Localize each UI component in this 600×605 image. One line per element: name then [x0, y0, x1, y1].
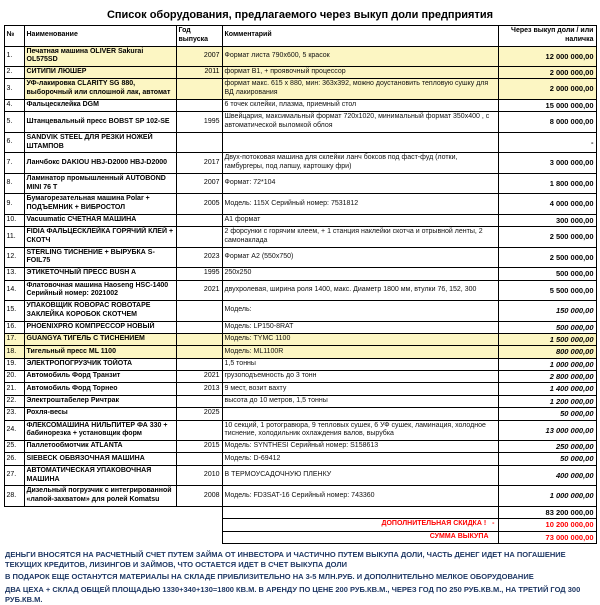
cell-price: 300 000,00	[498, 214, 596, 226]
cell-price: -	[498, 132, 596, 153]
table-row	[4, 453, 596, 465]
cell-comment: Модель: D-69412	[222, 453, 498, 465]
table-row	[4, 247, 596, 268]
cell-year	[176, 99, 222, 111]
cell-name: Ламинатор промышленный AUTOBOND MINI 76 Т	[24, 173, 176, 194]
cell-comment: формат В1, + проявочный процессор	[222, 67, 498, 79]
cell-comment: грузоподъемность до 3 тонн	[222, 371, 498, 383]
cell-num: 18.	[4, 346, 24, 358]
table-row	[4, 346, 596, 358]
cell-comment: Швейцария, максимальный формат 720х1020, минимальный формат 350х400 , с автоматической выломкой облоя	[222, 112, 498, 133]
totals-label	[222, 519, 498, 531]
cell-price: 4 000 000,00	[498, 194, 596, 215]
cell-year: 2023	[176, 247, 222, 268]
table-row	[4, 112, 596, 133]
header-year: Год выпуска	[176, 26, 222, 47]
cell-price: 50 000,00	[498, 453, 596, 465]
table-row	[4, 301, 596, 322]
footer-paragraph: ДЕНЬГИ ВНОСЯТСЯ НА РАСЧЕТНЫЙ СЧЕТ ПУТЕМ ЗАЙМА ОТ ИНВЕСТОРА И ЧАСТИЧНО ПУТЕМ ВЫКУПА ДОЛИ, ЧАСТЬ ДЕНЕГ ИДЕТ НА ПОГАШЕНИЕ ТЕКУЩИХ КРЕДИТОВ, ЛИЗИНГОВ И ЗАЙМОВ, ЧТО ОСТАЕТСЯ ИДЕТ В СЧЕТ ВЫКУПА ДОЛИ	[5, 549, 566, 569]
table-row	[4, 132, 596, 153]
header-comment: Комментарий	[222, 26, 498, 47]
cell-comment: Модель: LP150-8RAT	[222, 321, 498, 333]
footer-notes	[5, 550, 595, 605]
cell-name: Тигельный пресс ML 1100	[24, 346, 176, 358]
cell-year: 1995	[176, 268, 222, 280]
table-row	[4, 321, 596, 333]
cell-year: 2007	[176, 173, 222, 194]
cell-name: ФЛЕКСОМАШИНА НИЛЬПИТЕР ФА 330 + бабинорезка + установщик форм	[24, 420, 176, 441]
table-row	[4, 465, 596, 486]
cell-comment: 1,5 тонны	[222, 358, 498, 370]
table-row	[4, 441, 596, 453]
cell-year	[176, 346, 222, 358]
cell-price: 1 200 000,00	[498, 395, 596, 407]
cell-comment: 6 точек склейки, плазма, приемный стол	[222, 99, 498, 111]
cell-price: 1 500 000,00	[498, 333, 596, 345]
footer-paragraph: В ПОДАРОК ЕЩЕ ОСТАНУТСЯ МАТЕРИАЛЫ НА СКЛАДЕ ПРИБЛИЗИТЕЛЬНО НА 3-5 МЛН.РУБ. И ДОПОЛНИТЕЛЬНО МЕЛКОЕ ОБОРУДОВАНИЕ	[5, 572, 534, 582]
table-row	[4, 153, 596, 174]
cell-name: СИТИПИ ЛЮШЕР	[24, 67, 176, 79]
table-row	[4, 383, 596, 395]
table-row	[4, 46, 596, 67]
cell-price: 400 000,00	[498, 465, 596, 486]
cell-year	[176, 358, 222, 370]
table-row	[4, 333, 596, 345]
cell-year: 2007	[176, 46, 222, 67]
cell-price: 2 500 000,00	[498, 227, 596, 248]
cell-price: 13 000 000,00	[498, 420, 596, 441]
cell-num: 26.	[4, 453, 24, 465]
cell-name: Штанцевальный пресс BOBST SP 102-SE	[24, 112, 176, 133]
cell-price: 5 500 000,00	[498, 280, 596, 301]
cell-comment: Модель: ML1100R	[222, 346, 498, 358]
totals-dash: -	[492, 520, 495, 528]
cell-price: 1 000 000,00	[498, 486, 596, 507]
cell-num: 6.	[4, 132, 24, 153]
cell-num: 8.	[4, 173, 24, 194]
header-num: №	[4, 26, 24, 47]
cell-price: 500 000,00	[498, 268, 596, 280]
totals-row	[4, 531, 596, 543]
cell-price: 2 000 000,00	[498, 79, 596, 100]
cell-price: 1 000 000,00	[498, 358, 596, 370]
table-row	[4, 214, 596, 226]
cell-name: Автомобиль Форд Транзит	[24, 371, 176, 383]
cell-price: 2 500 000,00	[498, 247, 596, 268]
table-row	[4, 79, 596, 100]
cell-year	[176, 214, 222, 226]
table-header-row	[4, 26, 596, 47]
table-row	[4, 486, 596, 507]
cell-comment	[222, 408, 498, 420]
cell-name: GUANGYA ТИГЕЛЬ С ТИСНЕНИЕМ	[24, 333, 176, 345]
table-row	[4, 67, 596, 79]
cell-price: 800 000,00	[498, 346, 596, 358]
table-row	[4, 420, 596, 441]
totals-label	[222, 506, 498, 518]
cell-name: Дизельный погрузчик с интегрированной «лапой-захватом» для ролей Komatsu	[24, 486, 176, 507]
cell-num: 1.	[4, 46, 24, 67]
cell-price: 15 000 000,00	[498, 99, 596, 111]
cell-comment: Модель:	[222, 301, 498, 322]
totals-value: 83 200 000,00	[498, 506, 596, 518]
footer-paragraph: ДВА ЦЕХА + СКЛАД ОБЩЕЙ ПЛОЩАДЬЮ 1330+340+130=1800 КВ.М. В АРЕНДУ ПО ЦЕНЕ 200 РУБ.КВ.М., ЧЕРЕЗ ГОД ПО 250 РУБ.КВ.М., НА ТРЕТИЙ ГОД 300 РУБ.КВ.М.	[5, 585, 581, 604]
cell-comment: Модель: SYNTHESI Серийный номер: S158613	[222, 441, 498, 453]
cell-price: 3 000 000,00	[498, 153, 596, 174]
cell-num: 15.	[4, 301, 24, 322]
equipment-table-body	[4, 46, 596, 543]
cell-num: 28.	[4, 486, 24, 507]
cell-name: Флатовочная машина Haoseng HSC-1400 Серийный номер: 2021002	[24, 280, 176, 301]
cell-comment: формат макс. 615 х 880, мин: 363х392, можно доустановить тепловую сушку для ВД лакирования	[222, 79, 498, 100]
cell-comment: Модель: FD3SAT-16 Серийный номер: 743360	[222, 486, 498, 507]
cell-year	[176, 453, 222, 465]
cell-name: ЭЛЕКТРОПОГРУЗЧИК ТОЙОТА	[24, 358, 176, 370]
cell-price: 50 000,00	[498, 408, 596, 420]
cell-comment: 2 форсунки с горячим клеем, + 1 станция наклейки скотча и отрывной ленты, 2 самонаклада	[222, 227, 498, 248]
cell-name: АВТОМАТИЧЕСКАЯ УПАКОВОЧНАЯ МАШИНА	[24, 465, 176, 486]
table-row	[4, 194, 596, 215]
table-row	[4, 408, 596, 420]
cell-comment: Модель: 115X Серийный номер: 7531812	[222, 194, 498, 215]
cell-year: 2010	[176, 465, 222, 486]
cell-num: 7.	[4, 153, 24, 174]
cell-name: Паллетообмотчик ATLANTA	[24, 441, 176, 453]
totals-spacer	[4, 519, 222, 531]
cell-year: 2021	[176, 280, 222, 301]
cell-num: 4.	[4, 99, 24, 111]
header-price: Через выкуп доли / или наличка	[498, 26, 596, 47]
cell-comment: 10 секций, 1 ротогравюра, 9 тепловых сушек, 6 УФ сушек, ламинация, холодное тиснение, холодильник охлаждения валов, вырубка	[222, 420, 498, 441]
cell-name: УПАКОВЩИК ROBOPAC ROBOTAPE ЗАКЛЕЙКА КОРОБОК СКОТЧЕМ	[24, 301, 176, 322]
table-row	[4, 227, 596, 248]
cell-year	[176, 227, 222, 248]
cell-num: 3.	[4, 79, 24, 100]
header-name: Наименование	[24, 26, 176, 47]
cell-year: 2008	[176, 486, 222, 507]
cell-name: FIDIA ФАЛЬЦЕСКЛЕЙКА ГОРЯЧИЙ КЛЕЙ + СКОТЧ	[24, 227, 176, 248]
cell-comment: двухролевая, ширина роля 1400, макс. Диаметр 1800 мм, втулки 76, 152, 300	[222, 280, 498, 301]
cell-name: Автомобиль Форд Торнео	[24, 383, 176, 395]
cell-name: SANDVIK STEEL ДЛЯ РЕЗКИ НОЖЕЙ ШТАМПОВ	[24, 132, 176, 153]
cell-num: 16.	[4, 321, 24, 333]
cell-price: 1 400 000,00	[498, 383, 596, 395]
cell-comment: В ТЕРМОУСАДОЧНУЮ ПЛЕНКУ	[222, 465, 498, 486]
cell-num: 14.	[4, 280, 24, 301]
totals-row	[4, 506, 596, 518]
cell-num: 2.	[4, 67, 24, 79]
cell-year: 2021	[176, 371, 222, 383]
table-row	[4, 358, 596, 370]
cell-year	[176, 132, 222, 153]
cell-num: 20.	[4, 371, 24, 383]
cell-price: 8 000 000,00	[498, 112, 596, 133]
cell-year	[176, 420, 222, 441]
cell-year	[176, 333, 222, 345]
cell-comment	[222, 132, 498, 153]
cell-price: 2 800 000,00	[498, 371, 596, 383]
cell-num: 22.	[4, 395, 24, 407]
cell-num: 23.	[4, 408, 24, 420]
table-row	[4, 280, 596, 301]
cell-comment: высота до 10 метров, 1,5 тонны	[222, 395, 498, 407]
totals-spacer	[4, 506, 222, 518]
cell-year: 2015	[176, 441, 222, 453]
totals-spacer	[4, 531, 222, 543]
cell-price: 500 000,00	[498, 321, 596, 333]
totals-label-text: ДОПОЛНИТЕЛЬНАЯ СКИДКА !	[381, 520, 487, 528]
cell-year: 1995	[176, 112, 222, 133]
cell-num: 21.	[4, 383, 24, 395]
cell-name: ЭТИКЕТОЧНЫЙ ПРЕСС BUSH A	[24, 268, 176, 280]
cell-year	[176, 395, 222, 407]
cell-num: 5.	[4, 112, 24, 133]
cell-num: 13.	[4, 268, 24, 280]
cell-comment: 9 мест, возит вахту	[222, 383, 498, 395]
totals-value: 10 200 000,00	[498, 519, 596, 531]
page-title: Список оборудования, предлагаемого через выкуп доли предприятия	[106, 9, 494, 21]
cell-comment: А1 формат	[222, 214, 498, 226]
totals-label	[222, 531, 498, 543]
cell-comment: Модель: TYMC 1100	[222, 333, 498, 345]
totals-label-text: СУММА ВЫКУПА	[429, 532, 489, 540]
cell-name: Электроштабелер Ричтрак	[24, 395, 176, 407]
cell-year: 2017	[176, 153, 222, 174]
cell-num: 17.	[4, 333, 24, 345]
cell-num: 27.	[4, 465, 24, 486]
cell-num: 11.	[4, 227, 24, 248]
cell-num: 9.	[4, 194, 24, 215]
cell-year	[176, 79, 222, 100]
cell-year: 2005	[176, 194, 222, 215]
cell-price: 1 800 000,00	[498, 173, 596, 194]
cell-name: УФ-лакировка CLARITY SG 880, выборочный или сплошной лак, автомат	[24, 79, 176, 100]
cell-name: STERLING ТИСНЕНИЕ + ВЫРУБКА S-FOIL75	[24, 247, 176, 268]
cell-name: Vacuumatic СЧЕТНАЯ МАШИНА	[24, 214, 176, 226]
cell-year: 2011	[176, 67, 222, 79]
cell-comment: Двух-потоковая машина для склейки ланч боксов под фаст-фуд (лотки, гамбургеры, под лапшу, картошку фри)	[222, 153, 498, 174]
table-row	[4, 371, 596, 383]
cell-name: Фальцесклейка DGM	[24, 99, 176, 111]
cell-name: Бумагорезательная машина Polar + ПОДЪЕМНИК + ВИБРОСТОЛ	[24, 194, 176, 215]
cell-price: 150 000,00	[498, 301, 596, 322]
cell-name: SIEBECK ОБВЯЗОЧНАЯ МАШИНА	[24, 453, 176, 465]
totals-value: 73 000 000,00	[498, 531, 596, 543]
cell-year	[176, 301, 222, 322]
cell-num: 10.	[4, 214, 24, 226]
cell-name: PHOENIXPRO КОМПРЕССОР НОВЫЙ	[24, 321, 176, 333]
cell-price: 12 000 000,00	[498, 46, 596, 67]
cell-name: Ланчбокс DAKIOU HBJ-D2000 HBJ-D2000	[24, 153, 176, 174]
cell-num: 25.	[4, 441, 24, 453]
cell-year: 2013	[176, 383, 222, 395]
table-row	[4, 395, 596, 407]
cell-num: 24.	[4, 420, 24, 441]
cell-comment: Формат А2 (550х750)	[222, 247, 498, 268]
totals-row	[4, 519, 596, 531]
table-row	[4, 173, 596, 194]
equipment-table	[4, 25, 597, 544]
cell-num: 19.	[4, 358, 24, 370]
cell-num: 12.	[4, 247, 24, 268]
cell-name: Рохля-весы	[24, 408, 176, 420]
cell-comment: Формат: 72*104	[222, 173, 498, 194]
cell-year	[176, 321, 222, 333]
cell-price: 2 000 000,00	[498, 67, 596, 79]
cell-comment: Формат листа 790х600, 5 красок	[222, 46, 498, 67]
table-row	[4, 268, 596, 280]
cell-year: 2025	[176, 408, 222, 420]
table-row	[4, 99, 596, 111]
cell-comment: 250х250	[222, 268, 498, 280]
cell-name: Печатная машина OLIVER Sakurai OL575SD	[24, 46, 176, 67]
cell-price: 250 000,00	[498, 441, 596, 453]
